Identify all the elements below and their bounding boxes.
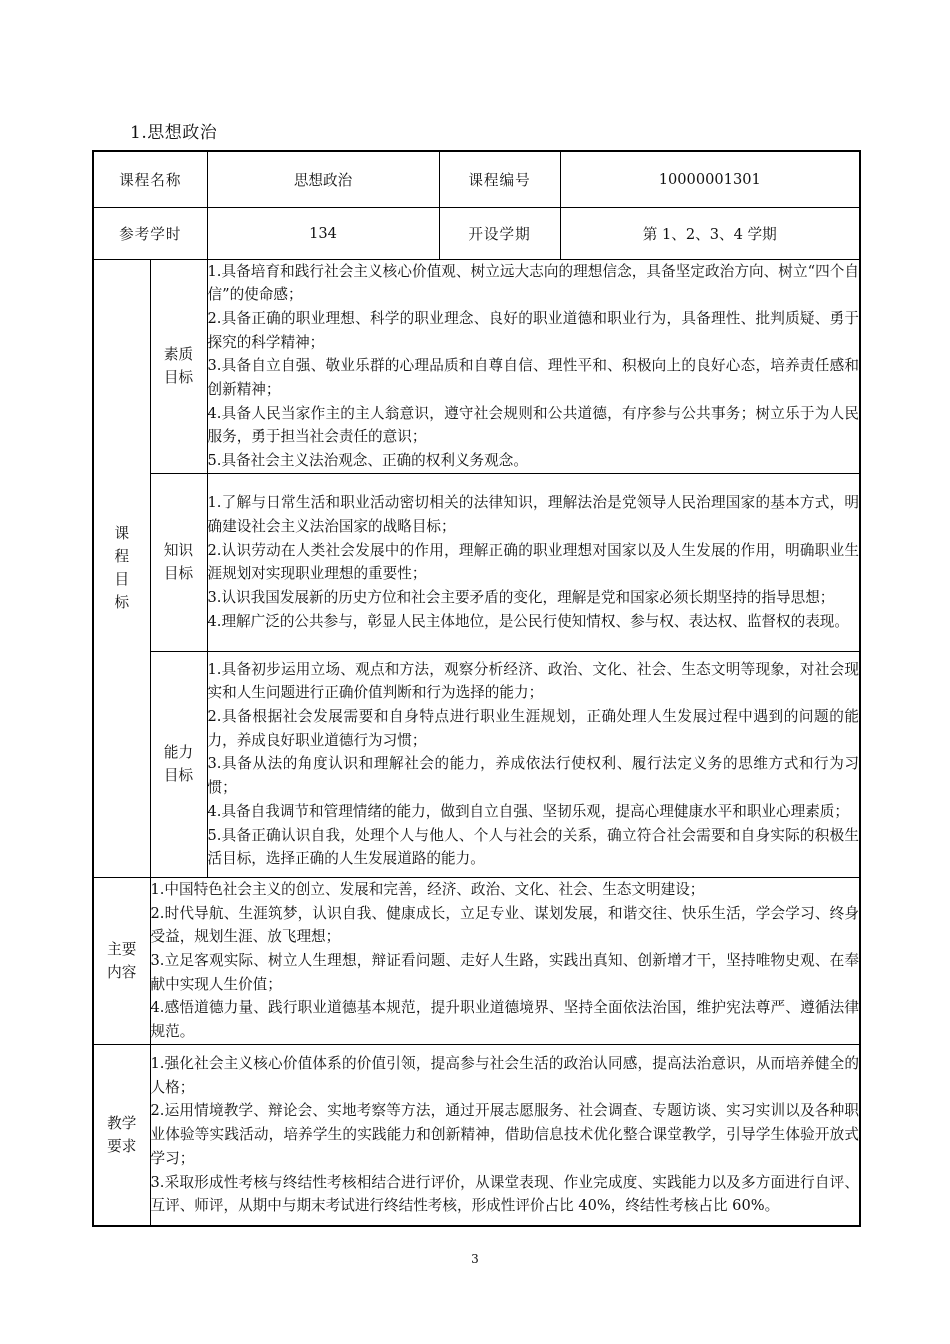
main-content-row: [93, 877, 860, 1044]
list-item: 3.采取形成性考核与终结性考核相结合进行评价，从课堂表现、作业完成度、实践能力以及多方面进行自评、互评、师评，从期中与期末考试进行终结性考核，形成性评价占比 40%，终结性考核占比 60%。: [150, 1173, 860, 1215]
ability-goal-row: [93, 651, 860, 877]
knowledge-goal-row: [93, 473, 860, 651]
semester-value: 第 1、2、3、4 学期: [560, 207, 860, 259]
list-item: 1.具备培育和践行社会主义核心价值观、树立远大志向的理想信念，具备坚定政治方向、树立“四个自信”的使命感；: [207, 262, 860, 304]
teaching-requirements-body: [150, 1044, 860, 1226]
quality-goal-label: 素质 目标: [150, 259, 207, 473]
semester-label: 开设学期: [439, 207, 560, 259]
main-content-label: 主要 内容: [93, 877, 150, 1044]
list-item: 4.具备自我调节和管理情绪的能力，做到自立自强、坚韧乐观，提高心理健康水平和职业心理素质；: [207, 802, 849, 820]
course-code-value: 10000001301: [560, 151, 860, 207]
page-number: 3: [471, 1252, 479, 1266]
hours-label: 参考学时: [93, 207, 207, 259]
quality-goal-content: [207, 259, 860, 473]
hours-value: 134: [207, 207, 439, 259]
info-row-1: [93, 151, 860, 207]
list-item: 1.了解与日常生活和职业活动密切相关的法律知识，理解法治是党领导人民治理国家的基本方式，明确建设社会主义法治国家的战略目标；: [207, 494, 860, 535]
list-item: 1.具备初步运用立场、观点和方法，观察分析经济、政治、文化、社会、生态文明等现象，对社会现实和人生问题进行正确价值判断和行为选择的能力；: [207, 660, 860, 702]
list-item: 2.认识劳动在人类社会发展中的作用，理解正确的职业理想对国家以及人生发展的作用，明确职业生涯规划对实现职业理想的重要性；: [207, 541, 860, 583]
section-title: 1.思想政治: [130, 123, 218, 143]
info-row-2: [93, 207, 860, 259]
list-item: 3.认识我国发展新的历史方位和社会主要矛盾的变化，理解是党和国家必须长期坚持的指导思想；: [207, 589, 835, 607]
list-item: 5.具备社会主义法治观念、正确的权利义务观念。: [207, 452, 528, 470]
teaching-requirements-row: [93, 1044, 860, 1226]
list-item: 4.具备人民当家作主的主人翁意识，遵守社会规则和公共道德，有序参与公共事务；树立乐于为人民服务，勇于担当社会责任的意识；: [207, 404, 860, 446]
list-item: 1.中国特色社会主义的创立、发展和完善，经济、政治、文化、社会、生态文明建设；: [150, 880, 705, 898]
knowledge-goal-content: [207, 473, 860, 651]
list-item: 2.时代导航、生涯筑梦，认识自我、健康成长，立足专业、谋划发展，和谐交往、快乐生活，学会学习、终身受益，规划生涯、放飞理想；: [150, 904, 860, 946]
quality-goal-row: [93, 259, 860, 473]
course-name-value: 思想政治: [207, 151, 439, 207]
list-item: 3.具备自立自强、敬业乐群的心理品质和自尊自信、理性平和、积极向上的良好心态，培养责任感和创新精神；: [207, 357, 860, 399]
ability-goal-label: 能力 目标: [150, 651, 207, 877]
list-item: 3.立足客观实际、树立人生理想，辩证看问题、走好人生路，实践出真知、创新增才干，坚持唯物史观、在奉献中实现人生价值；: [150, 951, 860, 993]
ability-goal-content: [207, 651, 860, 877]
course-goals-label: 课 程 目 标: [93, 259, 150, 877]
teaching-requirements-label: 教学 要求: [93, 1044, 150, 1226]
main-content-body: [150, 877, 860, 1044]
course-code-label: 课程编号: [439, 151, 560, 207]
knowledge-goal-label: 知识 目标: [150, 473, 207, 651]
list-item: 5.具备正确认识自我，处理个人与他人、个人与社会的关系，确立符合社会需要和自身实际的积极生活目标，选择正确的人生发展道路的能力。: [207, 826, 860, 868]
list-item: 3.具备从法的角度认识和理解社会的能力，养成依法行使权利、履行法定义务的思维方式和行为习惯；: [207, 755, 860, 797]
list-item: 1.强化社会主义核心价值体系的价值引领，提高参与社会生活的政治认同感，提高法治意识，从而培养健全的人格；: [150, 1055, 860, 1096]
course-table: [92, 150, 861, 1227]
course-name-label: 课程名称: [93, 151, 207, 207]
list-item: 4.感悟道德力量、践行职业道德基本规范，提升职业道德境界、坚持全面依法治国，维护宪法尊严、遵循法律规范。: [150, 999, 860, 1041]
list-item: 4.理解广泛的公共参与，彰显人民主体地位，是公民行使知情权、参与权、表达权、监督权的表现。: [207, 612, 849, 630]
list-item: 2.具备根据社会发展需要和自身特点进行职业生涯规划，正确处理人生发展过程中遇到的问题的能力，养成良好职业道德行为习惯；: [207, 708, 860, 749]
list-item: 2.运用情境教学、辩论会、实地考察等方法，通过开展志愿服务、社会调查、专题访谈、实习实训以及各种职业体验等实践活动，培养学生的实践能力和创新精神，借助信息技术优化整合课堂教学，引导学生体验开放式学习；: [150, 1102, 860, 1167]
list-item: 2.具备正确的职业理想、科学的职业理念、良好的职业道德和职业行为，具备理性、批判质疑、勇于探究的科学精神；: [207, 309, 860, 351]
